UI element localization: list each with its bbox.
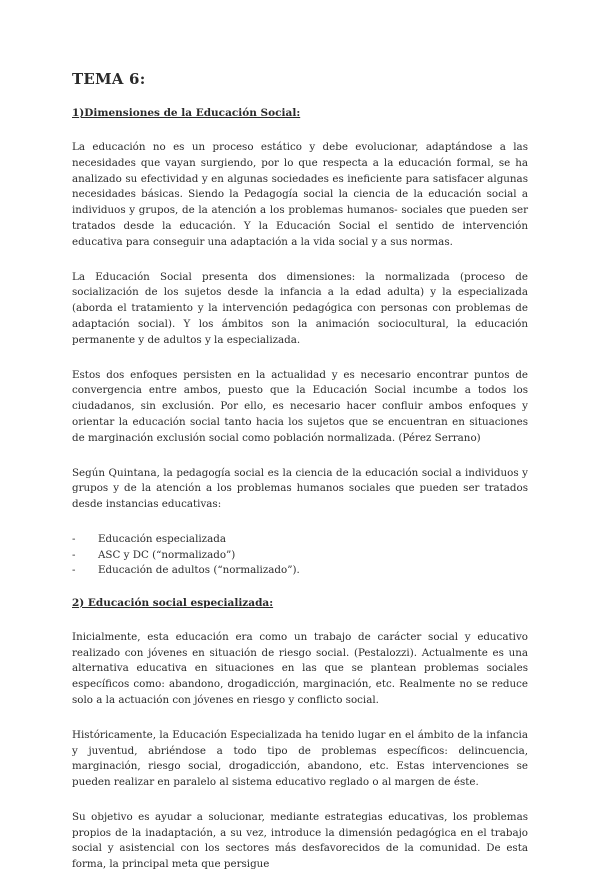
page-title: TEMA 6: <box>72 70 146 88</box>
section-2-paragraph-2: Históricamente, la Educación Especializada ha tenido lugar en el ámbito de la infancia y juventud, abriéndose a todo tipo de problemas específicos: delincuencia, marginación, riesgo social, drogadicción, abandono, etc. Estas intervenciones se pueden realizar en paralelo al sistema educativo reglado o al margen de éste. <box>72 728 528 789</box>
list-item-text: ASC y DC (“normalizado”) <box>98 548 236 561</box>
list-item-text: Educación de adultos (“normalizado”). <box>98 564 300 577</box>
list-dash: - <box>72 532 76 545</box>
section-1-paragraph-1: La educación no es un proceso estático y debe evolucionar, adaptándose a las necesidades que vayan surgiendo, por lo que respecta a la educación formal, se ha analizado su efectividad y en algunas sociedades es ineficiente para satisfacer algunas necesidades básicas. Siendo la Pedagogía social la ciencia de la educación social a individuos y grupos, de la atención a los problemas humanos- sociales que pueden ser tratados desde la educación. Y la Educación Social el sentido de intervención educativa para conseguir una adaptación a la vida social y a sus normas. <box>72 141 528 248</box>
list-item-text: Educación especializada <box>98 532 226 545</box>
list-item <box>72 563 528 579</box>
list-item <box>72 532 528 548</box>
section-1-paragraph-2: La Educación Social presenta dos dimensiones: la normalizada (proceso de socialización de los sujetos desde la infancia a la edad adulta) y la especializada (aborda el tratamiento y la intervención pedagógica con personas con problemas de adaptación social). Y los ámbitos son la animación sociocultural, la educación permanente y de adultos y la especializada. <box>72 270 528 346</box>
document-page <box>72 70 528 892</box>
section-2-paragraph-1: Inicialmente, esta educación era como un trabajo de carácter social y educativo realizado con jóvenes en situación de riesgo social. (Pestalozzi). Actualmente es una alternativa educativa en situaciones en las que se plantean problemas sociales específicos como: abandono, drogadicción, marginación, etc. Realmente no se reduce solo a la actuación con jóvenes en riesgo y conflicto social. <box>72 630 528 706</box>
list-dash: - <box>72 564 76 577</box>
list-dash: - <box>72 548 76 561</box>
education-types-list <box>72 532 528 579</box>
section-2-heading: 2) Educación social especializada: <box>72 596 274 609</box>
section-2-paragraph-3: Su objetivo es ayudar a solucionar, mediante estrategias educativas, los problemas propios de la inadaptación, a su vez, introduce la dimensión pedagógica en el trabajo social y asistencial con los sectores más desfavorecidos de la comunidad. De esta forma, la principal meta que persigue <box>72 810 528 871</box>
section-1-paragraph-3: Estos dos enfoques persisten en la actualidad y es necesario encontrar puntos de convergencia entre ambos, puesto que la Educación Social incumbe a todos los ciudadanos, sin exclusión. Por ello, es necesario hacer confluir ambos enfoques y orientar la educación social tanto hacia los sujetos que se encuentran en situaciones de marginación exclusión social como población normalizada. (Pérez Serrano) <box>72 368 528 444</box>
section-1-heading: 1)Dimensiones de la Educación Social: <box>72 107 301 119</box>
list-item <box>72 548 528 564</box>
section-1-paragraph-4: Según Quintana, la pedagogía social es la ciencia de la educación social a individuos y grupos y de la atención a los problemas humanos sociales que pueden ser tratados desde instancias educativas: <box>72 466 528 511</box>
